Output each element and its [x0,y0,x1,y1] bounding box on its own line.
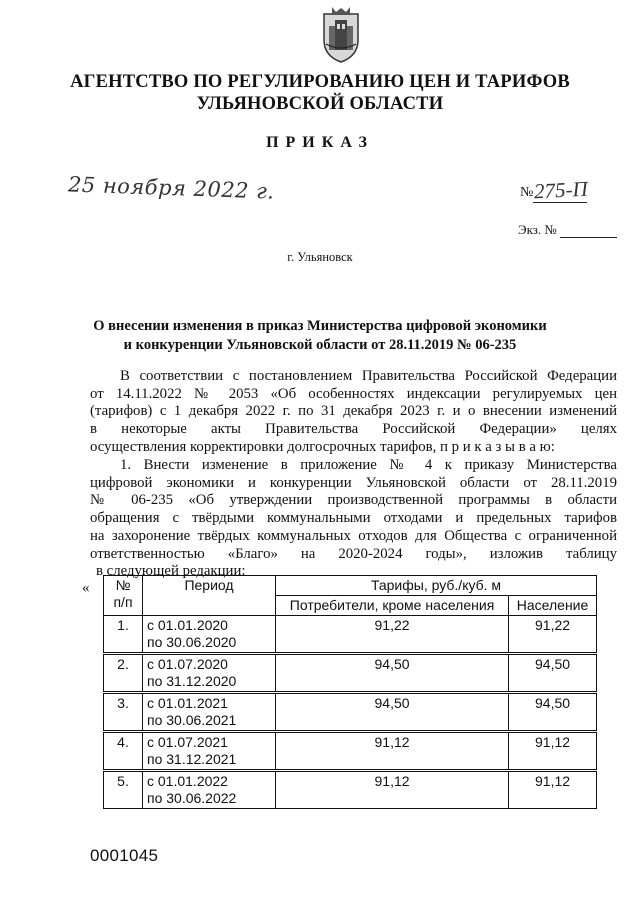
opening-quote: « [82,580,90,596]
handwritten-date: 25 ноября 2022 г. [67,172,275,204]
period-from: с 01.01.2022 [147,773,228,789]
text-line: цифровой экономики и конкуренции Ульяновской области от 28.11.2019 [90,474,617,491]
row-number: 4. [104,732,143,771]
agency-name-line2: УЛЬЯНОВСКОЙ ОБЛАСТИ [196,94,444,114]
preamble-paragraph [90,368,617,457]
header-no: № п/п [104,576,143,616]
row-period [143,693,276,732]
text-line: обращения с твёрдыми коммунальными отходами и предельных тарифов [90,510,617,527]
row-period [143,616,276,654]
document-serial-code: 0001045 [90,846,159,865]
text-line: в следующей редакции: [96,563,246,580]
city-name: г. Ульяновск [287,250,353,264]
text-line: осуществления корректировки долгосрочных тарифов, п р и к а з ы в а ю: [90,438,555,455]
subject-line1: О внесении изменения в приказ Министерства цифровой экономики [93,318,547,334]
row-number: 3. [104,693,143,732]
period-to: по 30.06.2020 [147,634,237,650]
table-row [104,771,597,809]
text-line: (тарифов) с 1 декабря 2022 г. по 31 декабря 2023 г. и о внесении изменений [90,403,617,420]
tariff-table [103,575,597,809]
period-from: с 01.01.2020 [147,617,228,633]
header-period: Период [143,576,276,616]
subject-line2: и конкуренции Ульяновской области от 28.11.2019 № 06-235 [123,337,517,353]
handwritten-order-number: 275-П [533,176,589,204]
coat-of-arms-emblem [318,6,364,64]
row-population-tariff: 91,12 [509,732,597,771]
table-header-row [104,576,597,596]
period-to: по 31.12.2021 [147,751,237,767]
row-number: 1. [104,616,143,654]
row-consumers-tariff: 91,22 [276,616,509,654]
row-consumers-tariff: 94,50 [276,693,509,732]
text-line: от 14.11.2022 № 2053 «Об особенностях индексации регулируемых цен [90,385,617,402]
document-type-title: ПРИКАЗ [266,134,374,151]
item-1-paragraph [90,457,617,581]
row-period [143,654,276,693]
table-row [104,654,597,693]
period-to: по 31.12.2020 [147,673,237,689]
period-to: по 30.06.2022 [147,790,237,806]
row-consumers-tariff: 94,50 [276,654,509,693]
number-underline [533,202,587,203]
header-population: Население [509,596,597,616]
row-period [143,732,276,771]
period-from: с 01.01.2021 [147,695,228,711]
text-line: В соответствии с постановлением Правительства Российской Федерации [120,368,617,384]
row-population-tariff: 94,50 [509,654,597,693]
row-number: 5. [104,771,143,809]
copy-number-label: Экз. № [518,222,557,237]
copy-number-underline [560,237,617,238]
row-population-tariff: 94,50 [509,693,597,732]
text-line: 1. Внести изменение в приложение № 4 к приказу Министерства [120,457,617,473]
text-line: № 06-235 «Об утверждении производственной программы в области [90,492,617,509]
table-row [104,732,597,771]
header-tariffs: Тарифы, руб./куб. м [276,576,597,596]
row-number: 2. [104,654,143,693]
period-from: с 01.07.2020 [147,656,228,672]
row-population-tariff: 91,22 [509,616,597,654]
number-sign: № [520,185,534,200]
header-consumers: Потребители, кроме населения [276,596,509,616]
row-population-tariff: 91,12 [509,771,597,809]
text-line: ответственностью «Благо» на 2020-2024 годы», изложив таблицу [90,545,617,562]
period-from: с 01.07.2021 [147,734,228,750]
row-consumers-tariff: 91,12 [276,771,509,809]
text-line: на захоронение твёрдых коммунальных отходов для Общества с ограниченной [90,527,617,544]
text-line: в некоторые акты Правительства Российской Федерации» целях [90,421,617,438]
row-consumers-tariff: 91,12 [276,732,509,771]
table-row [104,693,597,732]
agency-name-line1: АГЕНТСТВО ПО РЕГУЛИРОВАНИЮ ЦЕН И ТАРИФОВ [70,72,570,92]
row-period [143,771,276,809]
table-row [104,616,597,654]
period-to: по 30.06.2021 [147,712,237,728]
